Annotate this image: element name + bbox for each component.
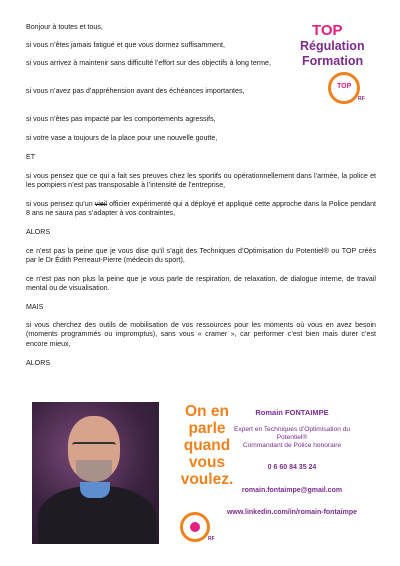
logo-text-top: TOP xyxy=(312,22,343,39)
greeting: Bonjour à toutes et tous, xyxy=(26,23,103,31)
paragraph-alors: ALORS xyxy=(26,359,51,367)
contact-role-line: Potentiel® xyxy=(276,434,308,442)
paragraph-part: si vous pensez qu’un xyxy=(26,200,95,208)
logo-circle-icon xyxy=(328,72,360,104)
paragraph: si vous n’avez pas d’appréhension avant des échéances importantes, xyxy=(26,87,245,95)
paragraph: ce n’est pas la peine que je vous dise qu’il s’agit des Techniques d’Optimisation du Potentiel® ou TOP créés par le Dr Édith Perreaut-Pierre (médecin du sport), xyxy=(26,247,376,265)
small-logo-tag: RF xyxy=(208,536,215,542)
contact-card xyxy=(212,408,372,516)
contact-name: Romain FONTAIMPE xyxy=(255,408,329,417)
logo-tag: RF xyxy=(358,96,365,102)
paragraph xyxy=(26,200,376,219)
paragraph: si vous n’êtes jamais fatigué et que vous dormez suffisamment, xyxy=(26,41,225,49)
slogan-line: parle xyxy=(188,420,226,437)
top-regulation-formation-logo xyxy=(300,22,382,114)
contact-role-line: Expert en Techniques d’Optimisation du xyxy=(233,426,351,433)
slogan-line: quand xyxy=(183,437,231,454)
photo-beard-shape xyxy=(76,460,112,482)
paragraph-alors: ALORS xyxy=(26,228,51,236)
slogan-line: On en xyxy=(185,403,229,420)
paragraph: ce n’est pas non plus la peine que je vous parle de respiration, de relaxation, de dialogue interne, de travail mental ou de visualisation. xyxy=(26,275,376,293)
paragraph: si vous arrivez à maintenir sans difficulté l’effort sur des objectifs à long terme, xyxy=(26,59,271,67)
photo-collar-shape xyxy=(80,482,110,498)
contact-email-link[interactable]: romain.fontaimpe@gmail.com xyxy=(241,486,343,494)
contact-phone[interactable]: 0 6 60 84 35 24 xyxy=(267,463,317,471)
logo-text-regulation: Régulation xyxy=(300,39,365,53)
slogan-line: voulez. xyxy=(180,471,234,488)
paragraph: si votre vase a toujours de la place pour une nouvelle goutte, xyxy=(26,134,218,142)
struck-word: vieil xyxy=(94,200,107,208)
paragraph: si vous n’êtes pas impacté par les comportements agressifs, xyxy=(26,115,216,123)
logo-badge-text: TOP xyxy=(337,83,352,90)
logo-dot-shape xyxy=(190,522,200,532)
paragraph: si vous pensez que ce qui a fait ses preuves chez les sportifs ou opérationnellement dans l’armée, la police et les pompiers n’est pas transposable à l’intensité de l’entreprise, xyxy=(26,172,376,190)
contact-role-line: Commandant de Police honoraire xyxy=(242,442,342,450)
photo-glasses-shape xyxy=(72,442,116,454)
slogan-line: vous xyxy=(188,454,226,471)
logo-text-formation: Formation xyxy=(302,54,364,68)
small-logo-icon xyxy=(180,512,216,548)
paragraph-et: ET xyxy=(26,153,36,161)
linkedin-link[interactable]: www.linkedin.com/in/romain-fontaimpe xyxy=(226,508,358,516)
paragraph-mais: MAIS xyxy=(26,303,44,311)
portrait-photo xyxy=(32,402,159,544)
paragraph-part: officier expérimenté qui a déployé et appliqué cette approche dans la Police pendant 8 ans ne saura pas s’adapter à vos contraintes, xyxy=(26,200,376,218)
paragraph: si vous cherchez des outils de mobilisation de vos ressources pour les moments où vous en avez besoin (moments programmés ou impromptus), sans vous « cramer », car performer c’est bien mais durer c’est encore mieux, xyxy=(26,321,376,348)
